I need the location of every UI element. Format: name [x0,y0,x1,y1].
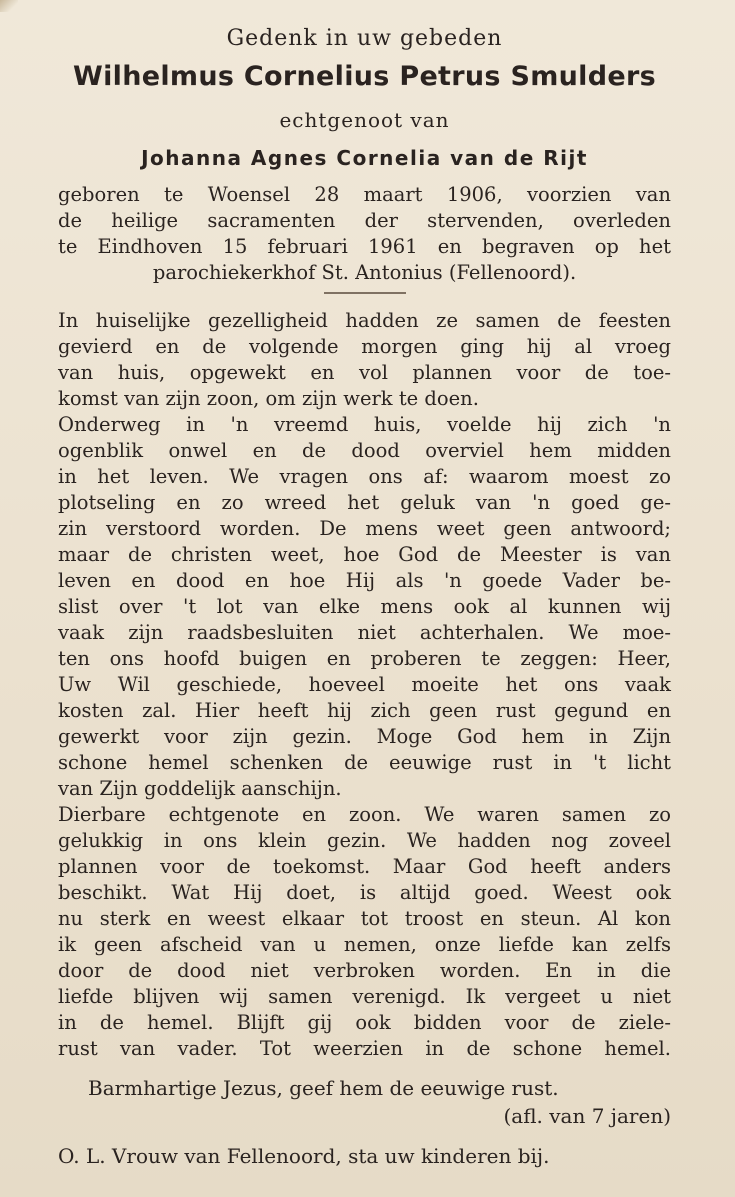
header-text: Gedenk in uw gebeden [226,26,503,51]
body-line: gevierd en de volgende morgen ging hij al vroeg [58,335,671,358]
prayer-jesus: Barmhartige Jezus, geef hem de eeuwige rust. [88,1076,559,1100]
body-line: door de dood niet verbroken worden. En in die [58,959,671,982]
body-line: van huis, opgewekt en vol plannen voor de toe- [58,361,671,384]
body-line: ik geen afscheid van u nemen, onze liefde kan zelfs [58,933,671,956]
body-line: schone hemel schenken de eeuwige rust in 't licht [58,751,671,774]
body-line: plotseling en zo wreed het geluk van 'n goed ge- [58,491,671,514]
body-text [58,308,671,1062]
body-line: slist over 't lot van elke mens ook al kunnen wij [58,595,671,618]
body-line: rust van vader. Tot weerzien in de schone hemel. [58,1037,671,1060]
deceased-name: Wilhelmus Cornelius Petrus Smulders [73,61,656,92]
indulgence-note: (afl. van 7 jaren) [503,1104,671,1128]
card-corner-wear [0,0,18,12]
body-line: maar de christen weet, hoe God de Meester is van [58,543,671,566]
body-line: ten ons hoofd buigen en proberen te zeggen: Heer, [58,647,671,670]
body-line: zin verstoord worden. De mens weet geen antwoord; [58,517,671,540]
body-line: beschikt. Wat Hij doet, is altijd goed. Weest ook [58,881,671,904]
body-line: plannen voor de toekomst. Maar God heeft anders [58,855,671,878]
body-line: Uw Wil geschiede, hoeveel moeite het ons vaak [58,673,671,696]
body-line: leven en dood en hoe Hij als 'n goede Vader be- [58,569,671,592]
body-line: komst van zijn zoon, om zijn werk te doen. [58,387,479,410]
body-line: Onderweg in 'n vreemd huis, voelde hij zich 'n [58,413,671,436]
bio-line: te Eindhoven 15 februari 1961 en begraven op het [58,235,671,258]
bio-block [58,182,671,286]
body-line: gelukkig in ons klein gezin. We hadden nog zoveel [58,829,671,852]
body-line: gewerkt voor zijn gezin. Moge God hem in Zijn [58,725,671,748]
body-line: In huiselijke gezelligheid hadden ze samen de feesten [58,309,671,332]
body-line: ogenblik onwel en de dood overviel hem midden [58,439,671,462]
bio-line: parochiekerkhof St. Antonius (Fellenoord). [152,261,577,284]
body-line: in de hemel. Blijft gij ook bidden voor de ziele- [58,1011,671,1034]
body-line: liefde blijven wij samen verenigd. Ik vergeet u niet [58,985,671,1008]
body-line: van Zijn goddelijk aanschijn. [58,777,342,800]
body-line: kosten zal. Hier heeft hij zich geen rust gegund en [58,699,671,722]
body-line: Dierbare echtgenote en zoon. We waren samen zo [58,803,671,826]
divider-rule [324,292,406,294]
prayer-our-lady: O. L. Vrouw van Fellenoord, sta uw kinderen bij. [58,1144,550,1168]
body-line: in het leven. We vragen ons af: waarom moest zo [58,465,671,488]
spouse-name: Johanna Agnes Cornelia van de Rijt [141,146,588,170]
spouse-intro: echtgenoot van [279,108,450,132]
bio-line: de heilige sacramenten der stervenden, overleden [58,209,671,232]
bio-line: geboren te Woensel 28 maart 1906, voorzien van [58,183,671,206]
body-line: nu sterk en weest elkaar tot troost en steun. Al kon [58,907,671,930]
body-line: vaak zijn raadsbesluiten niet achterhalen. We moe- [58,621,671,644]
